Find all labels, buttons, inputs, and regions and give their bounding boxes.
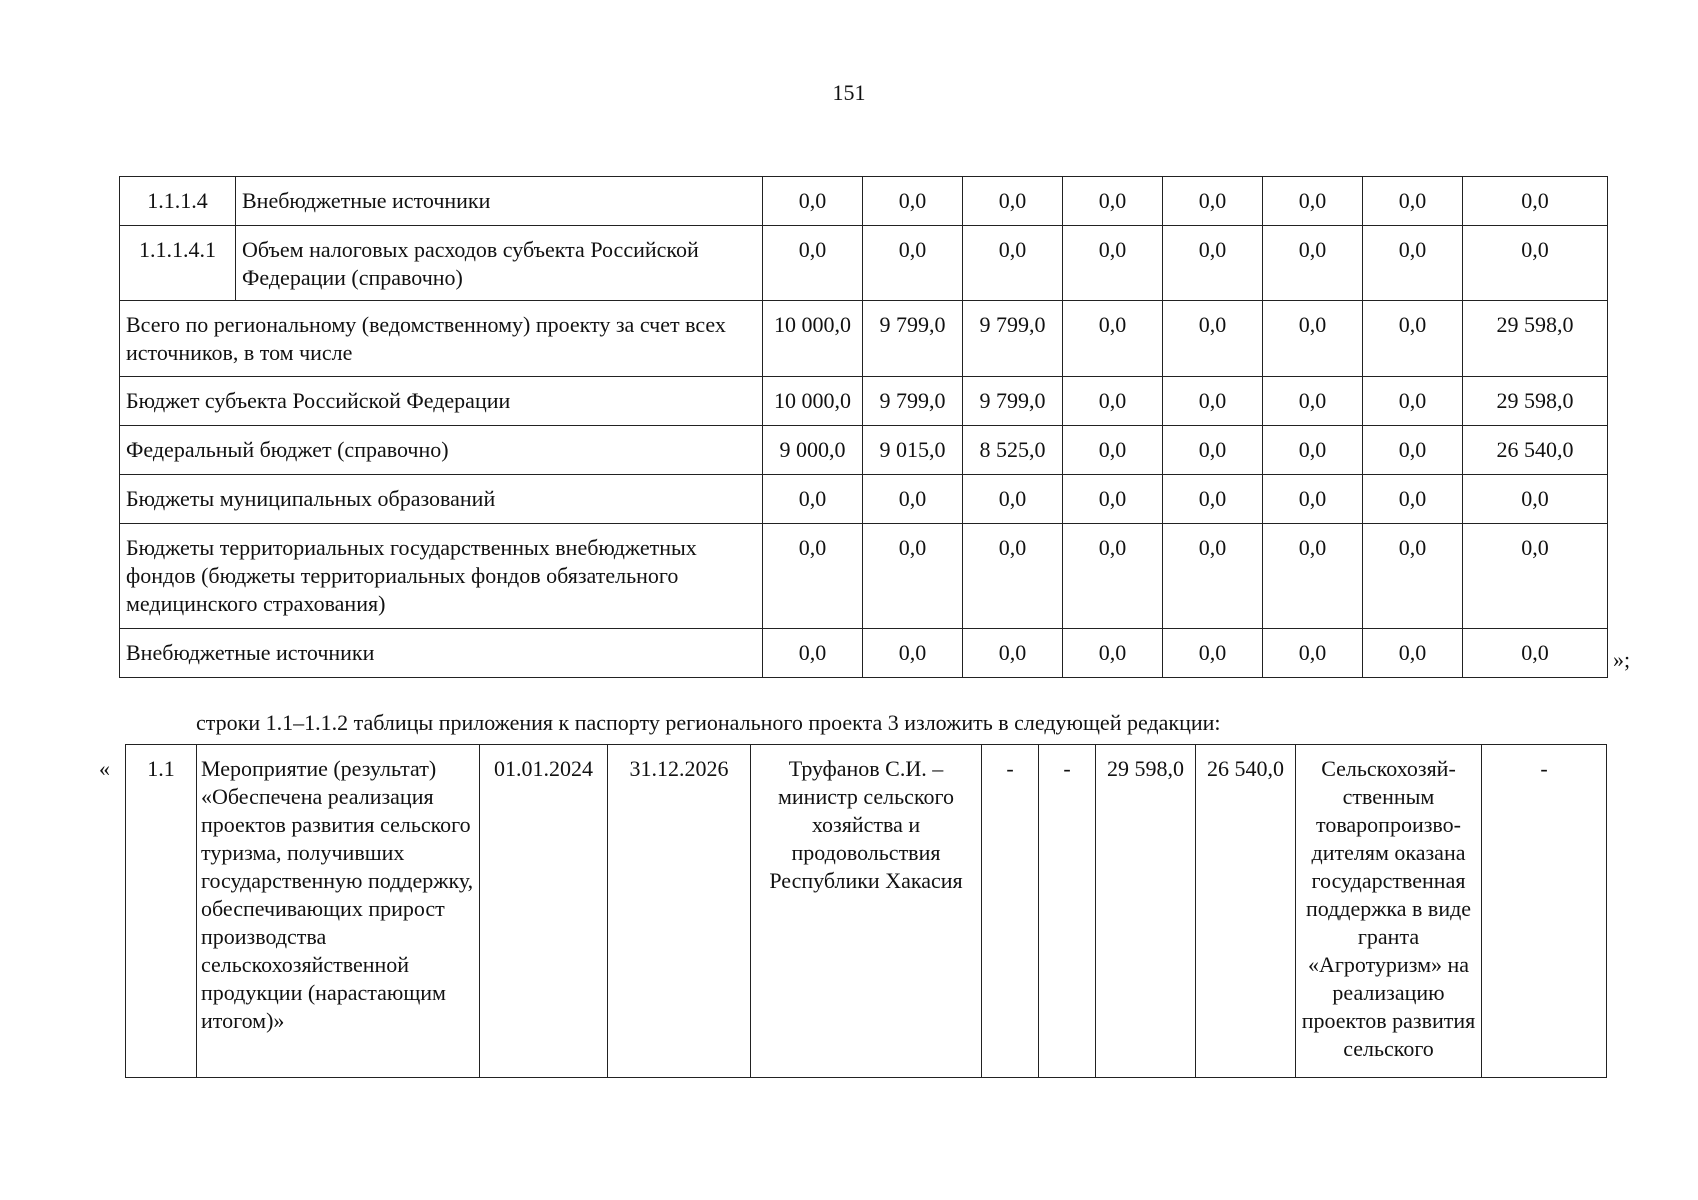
- row-label: Бюджеты территориальных государственных внебюджетных фондов (бюджеты территориальных фондов обязательного медицинского страхования): [120, 524, 763, 629]
- value-cell: 0,0: [763, 475, 863, 524]
- value-cell: 0,0: [1363, 524, 1463, 629]
- value-cell: 0,0: [763, 524, 863, 629]
- dash-cell: -: [1482, 745, 1607, 1078]
- value-cell: 9 799,0: [963, 377, 1063, 426]
- instruction-paragraph: строки 1.1–1.1.2 таблицы приложения к паспорту регионального проекта 3 изложить в следующей редакции:: [196, 710, 1221, 735]
- value-cell: 0,0: [963, 629, 1063, 678]
- value-cell: 0,0: [1263, 426, 1363, 475]
- value-cell: 0,0: [863, 226, 963, 301]
- value-cell: 0,0: [1163, 226, 1263, 301]
- value-cell: 0,0: [1363, 177, 1463, 226]
- value-cell: 0,0: [1263, 177, 1363, 226]
- event-table: [125, 744, 1607, 1078]
- dash-cell: -: [1039, 745, 1096, 1078]
- value-cell: 0,0: [1263, 226, 1363, 301]
- value-cell: 0,0: [1163, 629, 1263, 678]
- value-cell: 0,0: [763, 226, 863, 301]
- value-cell: 9 799,0: [863, 301, 963, 377]
- value-cell: 0,0: [863, 524, 963, 629]
- total-cell: 0,0: [1463, 475, 1608, 524]
- value-cell: 0,0: [763, 177, 863, 226]
- row-number: 1.1: [126, 745, 197, 1078]
- value-cell: 0,0: [1163, 524, 1263, 629]
- total-cell: 0,0: [1463, 629, 1608, 678]
- page-number: 151: [832, 80, 866, 105]
- value-cell: 0,0: [1263, 301, 1363, 377]
- value-cell: 0,0: [1263, 524, 1363, 629]
- row-code: 1.1.1.4: [120, 177, 236, 226]
- table-row: [120, 475, 1608, 524]
- responsible-person: Труфанов С.И. – министр сельского хозяйства и продовольствия Республики Хакасия: [751, 745, 982, 1078]
- row-label: Федеральный бюджет (справочно): [120, 426, 763, 475]
- amount-total: 29 598,0: [1096, 745, 1196, 1078]
- value-cell: 0,0: [1063, 629, 1163, 678]
- table-row: [120, 301, 1608, 377]
- value-cell: 0,0: [1063, 226, 1163, 301]
- value-cell: 0,0: [1163, 377, 1263, 426]
- value-cell: 0,0: [1363, 426, 1463, 475]
- value-cell: 0,0: [863, 629, 963, 678]
- value-cell: 0,0: [1063, 426, 1163, 475]
- row-label: Внебюджетные источники: [120, 629, 763, 678]
- result-description: Сельскохозяй-ственным товаропроизво-дителям оказана государственная поддержка в виде гранта «Агротуризм» на реализацию проектов развития сельского: [1296, 745, 1482, 1078]
- value-cell: 0,0: [963, 524, 1063, 629]
- start-date: 01.01.2024: [480, 745, 608, 1078]
- value-cell: 0,0: [863, 475, 963, 524]
- row-code: 1.1.1.4.1: [120, 226, 236, 301]
- amount-federal: 26 540,0: [1196, 745, 1296, 1078]
- row-label: Бюджеты муниципальных образований: [120, 475, 763, 524]
- value-cell: 8 525,0: [963, 426, 1063, 475]
- end-date: 31.12.2026: [608, 745, 751, 1078]
- budget-table: [119, 176, 1608, 678]
- value-cell: 9 799,0: [863, 377, 963, 426]
- value-cell: 0,0: [1363, 629, 1463, 678]
- total-cell: 26 540,0: [1463, 426, 1608, 475]
- row-label: Внебюджетные источники: [236, 177, 763, 226]
- row-label: Бюджет субъекта Российской Федерации: [120, 377, 763, 426]
- value-cell: 0,0: [1063, 301, 1163, 377]
- table-row: [120, 177, 1608, 226]
- opening-quote-mark: «: [99, 756, 110, 781]
- value-cell: 0,0: [1263, 629, 1363, 678]
- dash-cell: -: [982, 745, 1039, 1078]
- value-cell: 9 000,0: [763, 426, 863, 475]
- table-row: [120, 377, 1608, 426]
- total-cell: 0,0: [1463, 226, 1608, 301]
- total-cell: 29 598,0: [1463, 377, 1608, 426]
- value-cell: 0,0: [963, 226, 1063, 301]
- value-cell: 0,0: [1163, 177, 1263, 226]
- value-cell: 0,0: [1163, 301, 1263, 377]
- value-cell: 9 799,0: [963, 301, 1063, 377]
- value-cell: 0,0: [1063, 475, 1163, 524]
- total-cell: 0,0: [1463, 177, 1608, 226]
- value-cell: 0,0: [1363, 226, 1463, 301]
- value-cell: 0,0: [1263, 475, 1363, 524]
- table-row: [120, 524, 1608, 629]
- value-cell: 0,0: [863, 177, 963, 226]
- value-cell: 0,0: [963, 475, 1063, 524]
- table-row: [120, 226, 1608, 301]
- row-label: Объем налоговых расходов субъекта Российской Федерации (справочно): [236, 226, 763, 301]
- value-cell: 0,0: [763, 629, 863, 678]
- table-row: [120, 426, 1608, 475]
- value-cell: 0,0: [1363, 301, 1463, 377]
- table-row: [120, 629, 1608, 678]
- value-cell: 0,0: [1363, 475, 1463, 524]
- value-cell: 9 015,0: [863, 426, 963, 475]
- value-cell: 0,0: [1263, 377, 1363, 426]
- value-cell: 10 000,0: [763, 301, 863, 377]
- value-cell: 0,0: [1063, 377, 1163, 426]
- event-description: Мероприятие (результат) «Обеспечена реализация проектов развития сельского туризма, получивших государственную поддержку, обеспечивающих прирост производства сельскохозяйственной продукции (нарастающим итогом)»: [197, 745, 480, 1078]
- table-row: [126, 745, 1607, 1078]
- total-cell: 0,0: [1463, 524, 1608, 629]
- value-cell: 10 000,0: [763, 377, 863, 426]
- value-cell: 0,0: [1163, 475, 1263, 524]
- row-label: Всего по региональному (ведомственному) проекту за счет всех источников, в том числе: [120, 301, 763, 377]
- value-cell: 0,0: [1063, 177, 1163, 226]
- value-cell: 0,0: [1163, 426, 1263, 475]
- closing-quote-mark: »;: [1613, 647, 1631, 672]
- value-cell: 0,0: [1063, 524, 1163, 629]
- value-cell: 0,0: [1363, 377, 1463, 426]
- value-cell: 0,0: [963, 177, 1063, 226]
- total-cell: 29 598,0: [1463, 301, 1608, 377]
